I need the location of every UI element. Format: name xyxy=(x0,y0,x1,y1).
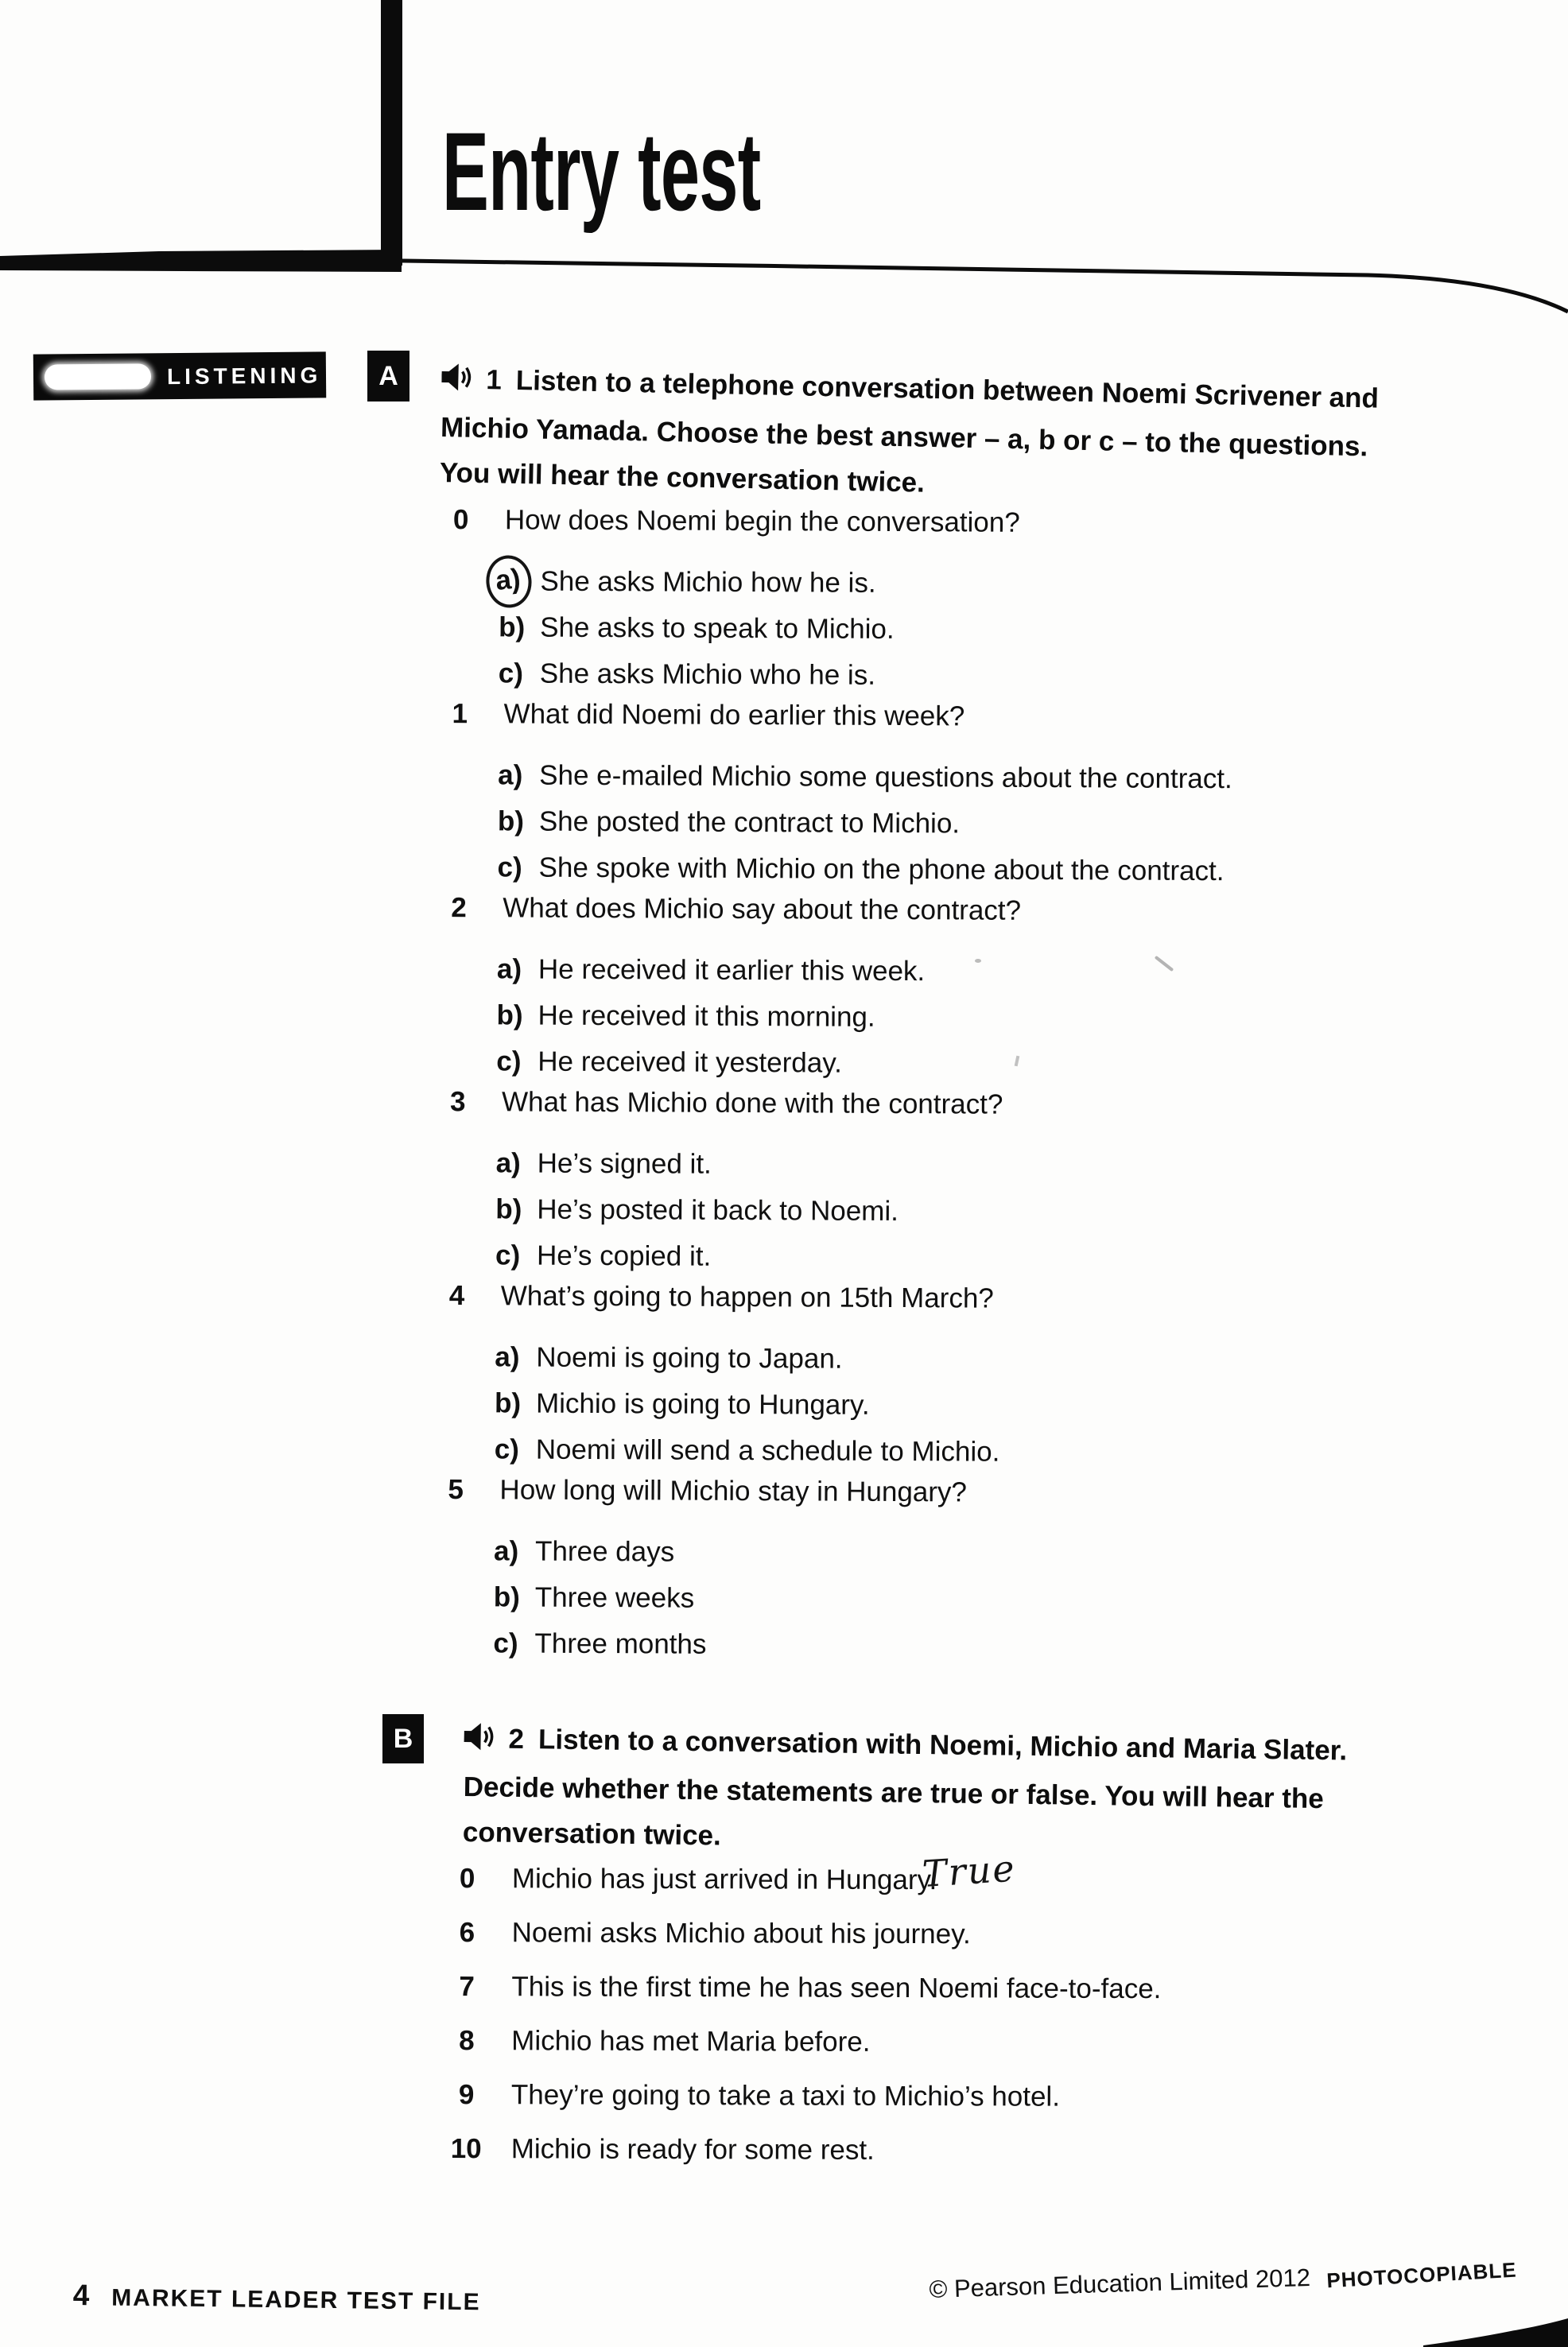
instruction-line: You will hear the conversation twice. xyxy=(439,456,926,498)
listening-section-badge xyxy=(33,351,326,400)
statement-number: 9 xyxy=(458,2079,475,2111)
question-stem-row xyxy=(441,695,1538,742)
option-text: She asks Michio how he is. xyxy=(540,565,876,599)
listening-badge-logo-blob xyxy=(45,363,151,390)
option-text: She asks Michio who he is. xyxy=(539,658,876,691)
statement-row xyxy=(441,2022,1539,2067)
option-text: She e-mailed Michio some questions about the contract. xyxy=(539,759,1232,795)
option-letter: b) xyxy=(499,611,526,643)
statement-text: Michio is ready for some rest. xyxy=(510,2133,875,2166)
question-stem-row xyxy=(440,889,1537,936)
option-row xyxy=(437,1384,1535,1431)
option-text: He received it yesterday. xyxy=(538,1045,842,1079)
exercise-number: 2 xyxy=(508,1723,525,1755)
option-letter: a) xyxy=(498,759,523,791)
statement-row xyxy=(442,1914,1539,1959)
option-row xyxy=(437,1578,1534,1625)
instruction-line: conversation twice. xyxy=(462,1816,722,1852)
statement-row xyxy=(441,2076,1539,2121)
statement-text: They’re going to take a taxi to Michio’s hotel. xyxy=(510,2079,1061,2112)
statement-number: 0 xyxy=(459,1863,475,1895)
instruction-line: Decide whether the statements are true or false. You will hear the xyxy=(463,1771,1325,1815)
section-a-instruction xyxy=(439,356,1379,515)
option-row xyxy=(438,1236,1535,1283)
question-stem: What has Michio done with the contract? xyxy=(501,1086,1003,1120)
footer-right xyxy=(929,2257,1517,2304)
page-title: Entry test xyxy=(442,109,761,234)
option-letter: c) xyxy=(494,1433,519,1465)
option-row xyxy=(439,1042,1536,1089)
option-row xyxy=(441,608,1539,655)
option-letter: a) xyxy=(495,1341,520,1373)
option-letter: b) xyxy=(495,1193,522,1225)
statement-text: Noemi asks Michio about his journey. xyxy=(511,1917,971,1950)
option-letter: b) xyxy=(497,805,525,837)
option-letter: a) xyxy=(493,1535,519,1567)
statement-text: Michio has met Maria before. xyxy=(511,2025,871,2058)
option-letter: b) xyxy=(496,999,523,1031)
question-stem: How does Noemi begin the conversation? xyxy=(504,504,1020,538)
statement-text: This is the first time he has seen Noemi face-to-face. xyxy=(511,1971,1162,2005)
statement-row xyxy=(441,2130,1539,2175)
section-b-instruction xyxy=(463,1716,1348,1867)
header-rule-line xyxy=(0,235,1568,331)
option-row xyxy=(439,996,1536,1043)
speaker-icon xyxy=(441,359,474,405)
question-number: 1 xyxy=(452,698,468,730)
option-row xyxy=(441,802,1538,849)
option-row xyxy=(438,1190,1535,1237)
question-number: 0 xyxy=(452,504,469,536)
option-text: He’s signed it. xyxy=(537,1147,712,1180)
page-curl-shadow xyxy=(0,2299,1568,2347)
option-letter: b) xyxy=(494,1387,522,1419)
option-letter: a) xyxy=(496,953,522,985)
statement-row xyxy=(441,1968,1539,2013)
option-text: He’s posted it back to Noemi. xyxy=(537,1193,899,1228)
instruction-line: Michio Yamada. Choose the best answer – a, b or c – to the questions. xyxy=(440,411,1368,463)
instruction-text: Listen to a telephone conversation between Noemi Scrivener and xyxy=(515,364,1380,414)
option-row xyxy=(438,1144,1535,1191)
option-text: Noemi is going to Japan. xyxy=(536,1341,843,1375)
option-letter-circled: a) xyxy=(483,553,534,610)
question-stem-row xyxy=(439,1083,1536,1130)
question-number: 2 xyxy=(451,892,467,924)
question-stem: How long will Michio stay in Hungary? xyxy=(499,1474,968,1508)
section-a-questions xyxy=(436,501,1539,1675)
statement-number: 10 xyxy=(450,2133,482,2165)
option-text: He received it earlier this week. xyxy=(538,953,926,987)
instruction-text: Listen to a conversation with Noemi, Michio and Maria Slater. xyxy=(538,1724,1348,1767)
question-number: 5 xyxy=(448,1474,464,1506)
statement-text: Michio has just arrived in Hungary. xyxy=(511,1863,937,1896)
exercise-number: 1 xyxy=(485,364,503,396)
listening-label: LISTENING xyxy=(166,363,322,390)
book-title: MARKET LEADER TEST FILE xyxy=(111,2284,481,2316)
option-text: She asks to speak to Michio. xyxy=(540,611,895,645)
option-text: He’s copied it. xyxy=(536,1239,712,1272)
statement-number: 7 xyxy=(459,1971,475,2003)
option-letter: c) xyxy=(498,658,524,689)
pencil-mark xyxy=(975,959,981,963)
option-text: Michio is going to Hungary. xyxy=(535,1387,870,1421)
copyright-text: © Pearson Education Limited 2012 xyxy=(929,2263,1311,2303)
exercise-a-badge: A xyxy=(367,351,409,402)
question-stem-row xyxy=(442,501,1539,548)
option-letter: c) xyxy=(493,1627,518,1659)
option-letter: c) xyxy=(495,1239,521,1271)
option-row xyxy=(441,756,1538,803)
option-row xyxy=(437,1338,1535,1385)
option-text: She posted the contract to Michio. xyxy=(538,805,961,840)
option-row xyxy=(441,562,1539,609)
option-letter: a) xyxy=(495,1147,521,1179)
option-text: She spoke with Michio on the phone about the contract. xyxy=(538,852,1225,887)
option-row xyxy=(436,1624,1533,1671)
question-number: 4 xyxy=(448,1280,465,1312)
option-text: Noemi will send a schedule to Michio. xyxy=(535,1433,1000,1468)
handwritten-answer: True xyxy=(921,1846,1018,1896)
option-letter: b) xyxy=(493,1581,520,1613)
question-stem-row xyxy=(437,1471,1534,1518)
statement-number: 6 xyxy=(459,1917,475,1949)
option-letter: c) xyxy=(497,852,522,883)
option-letter: c) xyxy=(496,1045,522,1077)
option-row xyxy=(437,1532,1534,1579)
exercise-b-badge: B xyxy=(382,1714,424,1763)
option-text: Three weeks xyxy=(534,1581,695,1614)
option-text: Three months xyxy=(534,1627,707,1660)
question-stem-row xyxy=(438,1277,1535,1324)
header-vertical-bar xyxy=(381,0,402,266)
section-b-statements xyxy=(441,1846,1539,2182)
speaker-icon xyxy=(464,1719,496,1765)
question-stem: What did Noemi do earlier this week? xyxy=(503,698,965,732)
question-stem: What does Michio say about the contract? xyxy=(503,892,1022,926)
question-number: 3 xyxy=(449,1086,466,1118)
page-number: 4 xyxy=(72,2279,90,2312)
question-stem: What’s going to happen on 15th March? xyxy=(500,1280,994,1314)
option-row xyxy=(440,848,1537,895)
option-text: Three days xyxy=(534,1535,675,1568)
statement-number: 8 xyxy=(459,2025,475,2057)
statement-row xyxy=(442,1846,1539,1905)
photocopiable-label: PHOTOCOPIABLE xyxy=(1325,2257,1517,2293)
option-text: He received it this morning. xyxy=(538,999,875,1033)
option-row xyxy=(440,950,1537,997)
option-row xyxy=(441,654,1539,701)
option-row xyxy=(437,1430,1535,1477)
